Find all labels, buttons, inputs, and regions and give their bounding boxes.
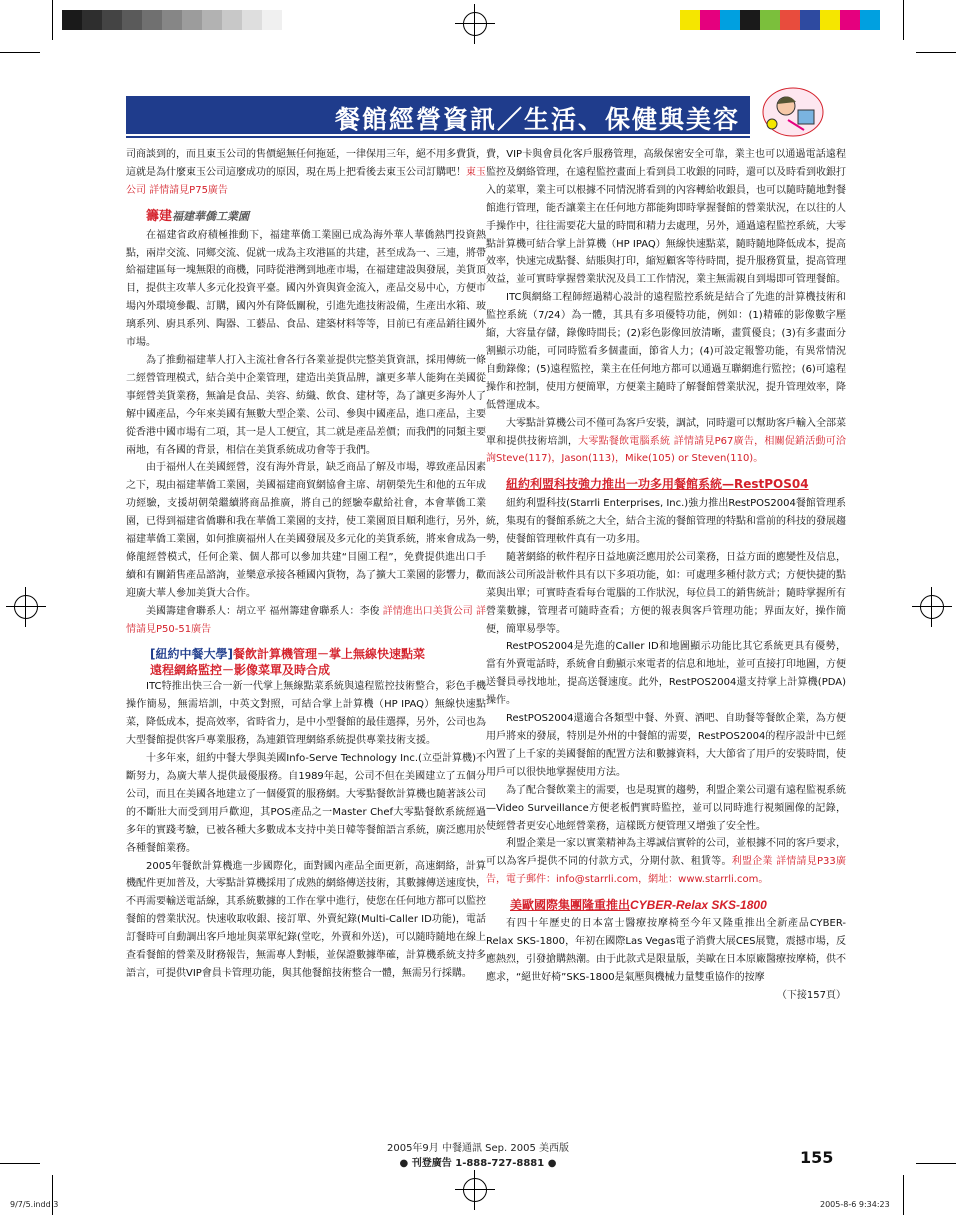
article-paragraph: ITC與網絡工程師經過精心設計的遠程監控系統是結合了先進的計算機技術和監控系統（7/24）為一體，其具有多項優特功能，例如：(1)精確的影像數字壓縮，大容量存儲，錄像時間長；(2)彩色影像回放清晰，畫質優良；(3)有多畫面分割顯示功能，可同時監看多個畫面，節省人力；(4)可設定報警功能，有異常情況自動錄像；(5)遠程監控，業主在任何地方都可以通過互聯網進行監控；(6)可遠程操作和控制，使用方便簡單，方便業主隨時了解餐館營業狀況，提升管理效率，降低營運成本。 <box>486 292 846 411</box>
article-paragraph: 有四十年歷史的日本富士醫療按摩椅至今年又隆重推出全新產品CYBER-Relax SKS-1800，年初在國際Las Vegas電子消費大展CES展覽，震撼市場，反應熱烈，引發搶購熱潮。由于此款式是限量版，美歐在日本原廠醫療按摩椅，供不應求，“絕世好椅”SKS-1800是氣壓與機械力量雙重協作的按摩 <box>486 918 846 983</box>
crop-mark <box>903 1175 904 1215</box>
footer-issue-line: 2005年9月 中餐通訊 Sep. 2005 美西版 <box>386 1143 569 1154</box>
crop-mark <box>903 0 904 40</box>
banner-underline <box>126 136 750 138</box>
gray-swatch <box>142 10 162 30</box>
continued-note: （下接157頁） <box>776 989 846 1001</box>
gray-swatch <box>122 10 142 30</box>
article-paragraph: 費，VIP卡與會員化客戶服務管理，高級保密安全可靠，業主也可以通過電話遠程監控及網絡管理，在遠程監控畫面上看到員工收銀的同時，還可以及時看到收銀打入的菜單，業主可以根據不同情況將看到的內容轉給收銀員，也可以隨時隨地對餐館進行管理，能否讓業主在任何地方都能夠即時掌握餐館的營業狀況，在以往的人手操作中，往往需要花大量的時間和精力去處理，另外，通過遠程監控系統，大零點計算機可結合掌上計算機（HP IPAQ）無線快速點菜，隨時隨地降低成本，提高效率，快速完成點餐、結賬與打印，縮短顧客等待時間，提升服務質量，提高管理效益，並可實時掌握營業狀況及員工工作情況，業主無需親自到場即可管理餐館。 <box>486 149 846 286</box>
article-subtitle-itc: 遠程網絡監控－影像菜單及時合成 <box>150 663 331 678</box>
article-title-restpos: 紐約利盟科技強力推出一功多用餐館系統—RestPOS04 <box>506 477 809 492</box>
section-title: 餐館經營資訊／生活、保健與美容 <box>334 105 740 134</box>
article-title-fujian: 籌建福建華僑工業園 <box>146 208 250 224</box>
registration-mark-bottom <box>455 1170 495 1210</box>
color-swatch <box>800 10 820 30</box>
crop-mark <box>52 0 53 40</box>
file-slug: 9/7/5.indd 3 <box>10 1200 59 1209</box>
intro-ad-reference: 東玉公司 詳情請見P75廣告 <box>126 166 486 196</box>
article-paragraph: 紐約利盟科技(Starrli Enterprises, Inc.)強力推出RestPOS2004餐館管理系統，集現有的餐館系統之大全，結合主流的餐館管理的特點和當前的科技的發展趨勢，使餐館管理軟件真有一功多用。 <box>486 498 846 546</box>
article-paragraph: 十多年來，紐約中餐大學與美國Info-Serve Technology Inc.(立亞計算機)不斷努力，為廣大華人提供最優服務。自1989年起，公司不但在美國建立了五個分公司，而且在美國各地建立了一個優質的服務網。大零點餐飲計算機也隨著該公司的不斷壯大而受到用戶歡迎，其POS產品之一Master Chef大零點餐飲系統經過多年的實踐考驗，已被各種大多數成本支持中美日韓等餐館語言系統，廣泛應用於各種餐館業務。 <box>126 753 486 854</box>
gray-swatch <box>162 10 182 30</box>
ad-reference-starrli: 利盟企業 詳情請見P33廣告，電子郵件：info@starrli.com，網址：www.starrli.com。 <box>486 856 846 886</box>
article-paragraph: 大零點計算機公司不僅可為客戶安裝，調試，同時還可以幫助客戶輸入全部菜單和提供技術培訓，大零點餐飲電腦系統 詳情請見P67廣告，相關促銷活動可洽詢Steve(117)，Jason(113)，Mike(105) or Steven(110)。 <box>486 417 846 465</box>
beauty-clipart-icon <box>758 80 828 140</box>
article-paragraph: 利盟企業是一家以實業精神為主導誠信實幹的公司，並根據不同的客戶要求，可以為客戶提供不同的付款方式，分期付款、租賃等。利盟企業 詳情請見P33廣告，電子郵件：info@starrli.com，網址：www.starrli.com。 <box>486 838 846 886</box>
registration-mark-top <box>455 4 495 44</box>
article-paragraph: 為了推動福建華人打入主流社會各行各業並提供完整美貨資訊，採用傳統一條二經營管理模式，結合美中企業管理，建造出美貨品牌，讓更多華人能夠在美國從事經營美貨業務，無論是食品、美容、紡織、飲食、建材等，為了讓更多海外人了解中國產品，今年來美國有無數大型企業、公司、參與中國產品，進口產品，主要從香港中國市場有二項，其一是人工便宜，其二就是產品差價；而我們的同類主要兩地，有各國的背景，相信在美貨系統成功會等于我們。 <box>126 354 486 456</box>
gray-swatch <box>202 10 222 30</box>
color-swatch <box>700 10 720 30</box>
article-paragraph: RestPOS2004是先進的Caller ID和地圖顯示功能比其它系統更具有優勢，當有外賣電話時，系統會自動顯示來電者的信息和地址，並可直接打印地圖，方便送餐員尋找地址，提高送餐速度。此外，RestPOS2004還支持掌上計算機(PDA)操作。 <box>486 641 846 707</box>
color-swatch <box>840 10 860 30</box>
gray-swatch <box>62 10 82 30</box>
color-swatch <box>720 10 740 30</box>
article-paragraph: 隨著網絡的軟件程序日益地廣泛應用於公司業務，日益方面的應變性及信息，而該公司所設計軟件具有以下多項功能，如：可處理多種付款方式；方便快捷的點菜與出單；可實時查看每台電腦的工作狀況，每位員工的銷售統計；隨時掌握所有營業數據，管理者可隨時查看；方便的報表與客戶管理功能；界面友好，操作簡便，簡單易學等。 <box>486 551 846 635</box>
article-paragraph: 在福建省政府積極推動下，福建華僑工業園已成為海外華人華僑熱門投資熱點，兩岸交流、同鄉交流、促就一成為主攻港區的共建，甚至成為一、三連，將帶給福建區每一塊無限的商機，同時從港灣到地產市場，在福建建設與發展，美貨頂目，提供主攻華人多元化投資平臺。國內外資與資金流入，產品交易中心，方便市場內外環境參觀、訂購，國內外有降低關稅，引進先進技術設備，生產出水箱、玻璃系列、廚具系列、陶器、工藝品、食品、建築材料等等，目前已有產品銷往國外市場。 <box>126 229 486 349</box>
crop-mark <box>916 52 956 53</box>
contact-line: 美國籌建會聯系人：胡立平 福州籌建會聯系人：李俊 詳情進出口美貨公司 詳情請見P50-51廣告 <box>126 605 486 635</box>
gray-swatch <box>82 10 102 30</box>
color-swatch <box>760 10 780 30</box>
page-number: 155 <box>800 1148 834 1167</box>
gray-swatch <box>102 10 122 30</box>
crop-mark <box>0 52 40 53</box>
footer-ad-phone: ● 刊登廣告 1-888-727-8881 ● <box>399 1158 557 1169</box>
article-column-left <box>126 146 486 1112</box>
article-paragraph: 2005年餐飲計算機進一步國際化，面對國內產品全面更新，高速網絡，計算機配件更加普及，大零點計算機採用了成熟的網絡傳送技術，其數據傳送速度快，不再需要輸送電話線，其系統數據的工作在掌中進行，使您在任何地方都可以監控餐館的營業狀況。快速收取收銀、接訂單、外賣紀錄(Multi-Caller ID功能)，電話訂餐時可自動調出客戶地址與菜單紀錄(堂吃，外賣和外送)，可以隨時隨地在線上查看餐館的營業及財務報告，無需專人對帳，並保證數據準確，計算機系統支持多語言，可提供VIP會員卡管理功能，與其他餐館技術整合一體，無需另行採購。 <box>126 860 486 979</box>
color-swatch <box>780 10 800 30</box>
ad-reference-dalingdian: 大零點餐飲電腦系統 詳情請見P67廣告，相關促銷活動可洽詢Steve(117)，Jason(113)，Mike(105) or Steven(110)。 <box>486 435 846 465</box>
section-banner <box>126 96 750 134</box>
gray-swatch <box>262 10 282 30</box>
article-paragraph: 為了配合餐飲業主的需要，也是現實的趨勢，利盟企業公司還有遠程監視系統—Video Surveillance方便老板們實時監控，並可以同時進行視頻圖像的記錄，使經營者更安心地經營業務，這樣既方便管理又增強了安全性。 <box>486 784 846 832</box>
color-swatch <box>820 10 840 30</box>
gray-swatch <box>242 10 262 30</box>
article-title-cyber-relax: 美歐國際集團隆重推出CYBER-Relax SKS-1800 <box>510 898 767 913</box>
article-paragraph: ITC特推出快三合一新一代掌上無線點菜系統與遠程監控技術整合，彩色手機操作簡易，無需培訓，中英文對照，可結合掌上計算機（HP IPAQ）無線快速點菜，降低成本，提高效率，省時省力，是中小型餐館的最佳選擇，另外，公司也為大型餐館提供客戶專業服務，為連鎖管理網絡系統提供專業技術支援。 <box>126 681 486 747</box>
timestamp-slug: 2005-8-6 9:34:23 <box>820 1200 890 1209</box>
registration-mark-right <box>912 587 952 627</box>
color-swatch <box>860 10 880 30</box>
intro-paragraph: 司商談到的，而且東玉公司的售價絕無任何拖延，一律保用三年，絕不用多費貨，這就是為什麼東玉公司這麼成功的原因，現在馬上把看後去東玉公司訂購吧！東玉公司 詳情請見P75廣告 <box>126 149 486 196</box>
color-swatch <box>680 10 700 30</box>
gray-swatch <box>222 10 242 30</box>
article-column-right <box>486 146 846 1136</box>
article-paragraph: 由于福州人在美國經營，沒有海外背景，缺乏商品了解及市場，導致產品因素之下，現由福建華僑工業園，美國福建商貿網協會主席、胡朝榮先生和他的五年成功經驗，支援胡朝榮繼續將商品推廣，將自己的經驗奉獻給社會，本會華僑工業園，已得到福建省僑聯和我在華僑工業園的支持，使工業園頂目順利進行，另外，福建華僑工業園，如何推廣福州人在美國發展及多元化的美貨系統，將來會成為一條龍經營模式，任何企業、個人都可以參加共建“目園工程”，免費提供進出口手續和有關銷售產品諮詢，並樂意承接各種國內貨物，為了擴大工業園的影響力，歡迎廣大華人參加美貨大合作。 <box>126 462 486 599</box>
color-swatch <box>740 10 760 30</box>
crop-mark <box>52 1175 53 1215</box>
registration-mark-left <box>6 587 46 627</box>
article-paragraph: RestPOS2004還適合各類型中餐、外賣、酒吧、自助餐等餐飲企業，為方便用戶將來的發展，特別是外州的中餐館的需要，RestPOS2004的程序設計中已經內置了上千家的美國餐館的配置方法和數據資料，大大節省了用戶的安裝時間，使用戶可以很快地掌握使用方法。 <box>486 713 846 778</box>
article-title-itc: [紐約中餐大學]餐飲計算機管理－掌上無線快速點菜 <box>150 647 425 662</box>
gray-swatch <box>182 10 202 30</box>
